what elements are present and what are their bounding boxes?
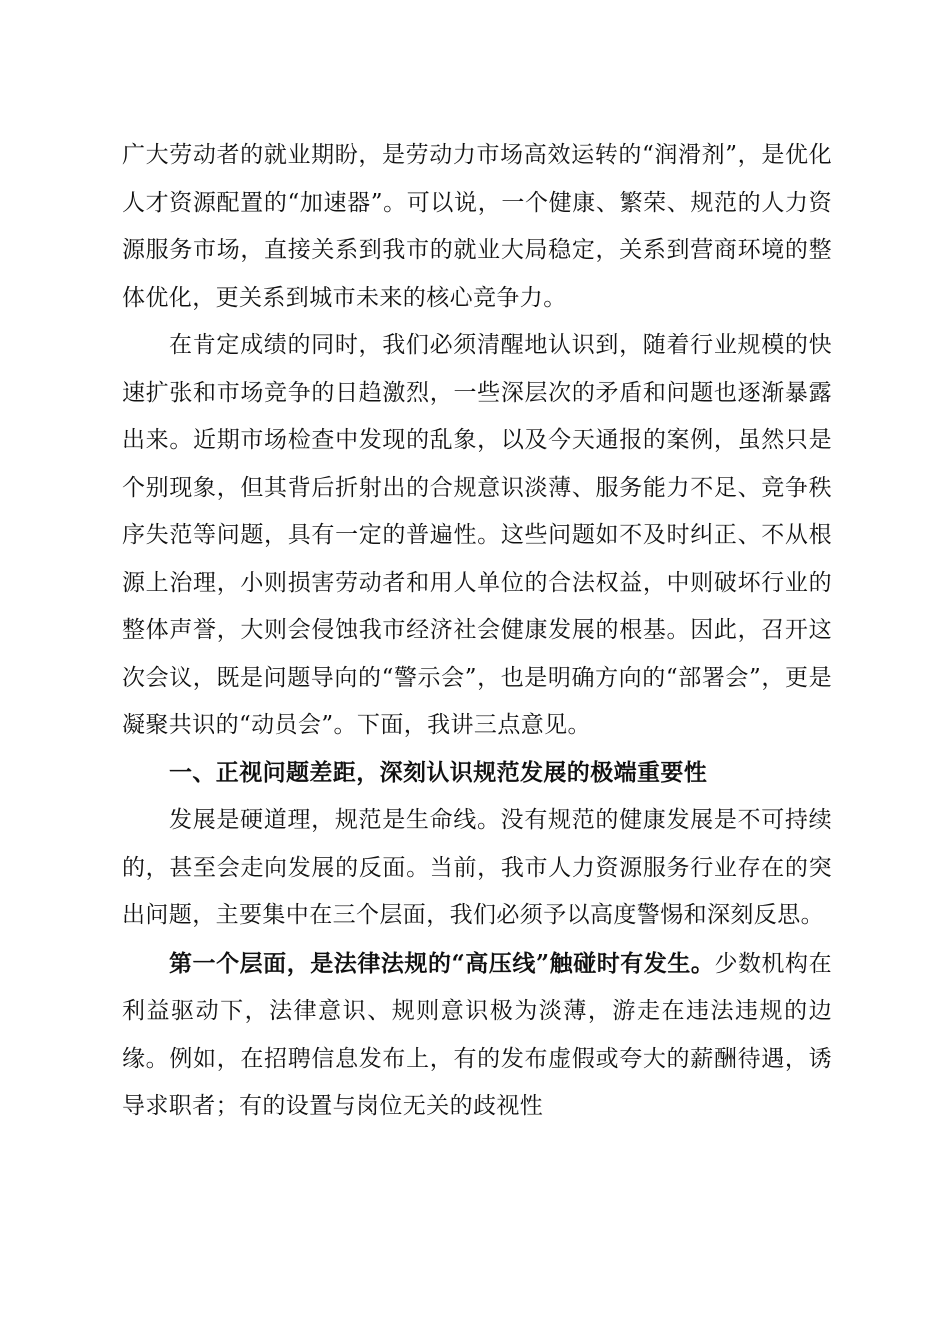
document-page (122, 132, 832, 1131)
paragraph-layer-one (122, 940, 832, 1131)
paragraph-section-intro: 发展是硬道理，规范是生命线。没有规范的健康发展是不可持续的，甚至会走向发展的反面。当前，我市人力资源服务行业存在的突出问题，主要集中在三个层面，我们必须予以高度警惕和深刻反思。 (122, 807, 832, 928)
layer-one-lead: 第一个层面，是法律法规的“高压线”触碰时有发生。 (169, 949, 715, 977)
paragraph-problems: 在肯定成绩的同时，我们必须清醒地认识到，随着行业规模的快速扩张和市场竞争的日趋激烈，一些深层次的矛盾和问题也逐渐暴露出来。近期市场检查中发现的乱象，以及今天通报的案例，虽然只是个别现象，但其背后折射出的合规意识淡薄、服务能力不足、竞争秩序失范等问题，具有一定的普遍性。这些问题如不及时纠正、不从根源上治理，小则损害劳动者和用人单位的合法权益，中则破坏行业的整体声誉，大则会侵蚀我市经济社会健康发展的根基。因此，召开这次会议，既是问题导向的“警示会”，也是明确方向的“部署会”，更是凝聚共识的“动员会”。下面，我讲三点意见。 (122, 332, 832, 738)
paragraph-continuation: 广大劳动者的就业期盼，是劳动力市场高效运转的“润滑剂”，是优化人才资源配置的“加速器”。可以说，一个健康、繁荣、规范的人力资源服务市场，直接关系到我市的就业大局稳定，关系到营商环境的整体优化，更关系到城市未来的核心竞争力。 (122, 142, 832, 311)
layer-one-body: 少数机构在利益驱动下，法律意识、规则意识极为淡薄，游走在违法违规的边缘。例如，在招聘信息发布上，有的发布虚假或夸大的薪酬待遇，诱导求职者；有的设置与岗位无关的歧视性 (122, 950, 832, 1119)
section-heading: 一、正视问题差距，深刻认识规范发展的极端重要性 (169, 759, 708, 786)
